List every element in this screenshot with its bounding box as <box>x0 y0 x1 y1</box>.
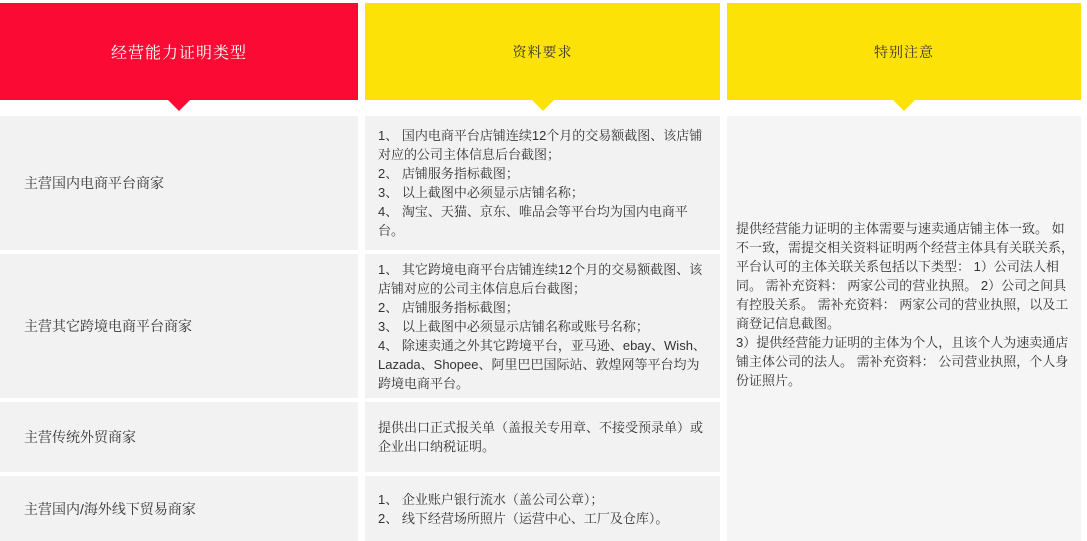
requirements-cell-crossborder <box>365 254 720 398</box>
arrow-down-icon <box>532 100 554 111</box>
header-requirements-label: 资料要求 <box>512 43 573 60</box>
merchant-type-cell-crossborder <box>0 254 358 398</box>
header-pointer-zone <box>365 100 720 112</box>
header-pointer-zone <box>0 100 358 112</box>
special-note-cell <box>727 116 1081 541</box>
special-note-paragraph: 提供经营能力证明的主体需要与速卖通店铺主体一致。 如不一致，需提交相关资料证明两个经营主体具有关联关系，平台认可的主体关联关系包括以下类型： 1）公司法人相同。 需补充资料： 两家公司的营业执照。 2）公司之间具有控股关系。 需补充资料： 两家公司的营业执照，以及工商登记信息截图。 <box>736 221 1075 331</box>
merchant-type-cell-offline-trade <box>0 476 358 541</box>
header-requirements <box>365 3 720 100</box>
column-merchant-type <box>0 3 358 541</box>
requirement-item: 1、 企业账户银行流水（盖公司公章）； <box>378 491 604 507</box>
merchant-type-label: 主营其它跨境电商平台商家 <box>24 318 192 334</box>
header-merchant-type-label: 经营能力证明类型 <box>110 45 247 62</box>
merchant-type-label: 主营国内/海外线下贸易商家 <box>24 500 196 517</box>
requirement-item: 4、 淘宝、天猫、京东、唯品会等平台均为国内电商平台。 <box>378 204 688 238</box>
requirement-item: 3、 以上截图中必须显示店铺名称； <box>378 185 584 200</box>
arrow-down-icon <box>893 100 915 111</box>
requirements-cell-domestic <box>365 116 720 250</box>
requirement-item: 提供出口正式报关单（盖报关专用章、不接受预录单）或企业出口纳税证明。 <box>378 420 704 454</box>
header-merchant-type <box>0 3 358 100</box>
header-pointer-zone <box>727 100 1081 112</box>
column-requirements <box>365 3 720 541</box>
special-note-paragraph: 3）提供经营能力证明的主体为个人，且该个人为速卖通店铺主体公司的法人。 需补充资料： 公司营业执照，个人身份证照片。 <box>736 335 1069 388</box>
requirement-item: 2、 店铺服务指标截图； <box>378 299 519 315</box>
requirement-item: 2、 店铺服务指标截图； <box>378 166 519 181</box>
requirements-cell-offline-trade <box>365 476 720 541</box>
merchant-type-label: 主营传统外贸商家 <box>24 429 136 445</box>
merchant-type-cell-domestic <box>0 116 358 250</box>
merchant-type-cell-traditional-trade <box>0 402 358 472</box>
arrow-down-icon <box>168 100 190 111</box>
requirement-item: 1、 其它跨境电商平台店铺连续12个月的交易额截图、该店铺对应的公司主体信息后台截图； <box>378 261 703 296</box>
requirement-item: 3、 以上截图中必须显示店铺名称或账号名称； <box>378 318 649 334</box>
requirement-item: 4、 除速卖通之外其它跨境平台，亚马逊、ebay、Wish、Lazada、Shopee、阿里巴巴国际站、敦煌网等平台均为跨境电商平台。 <box>378 337 706 391</box>
header-special-note-label: 特别注意 <box>874 43 934 60</box>
merchant-type-label: 主营国内电商平台商家 <box>24 175 164 191</box>
header-special-note <box>727 3 1081 100</box>
requirements-cell-traditional-trade <box>365 402 720 472</box>
column-special-note <box>727 3 1081 541</box>
requirement-item: 1、 国内电商平台店铺连续12个月的交易额截图、该店铺对应的公司主体信息后台截图； <box>378 128 703 162</box>
requirement-item: 2、 线下经营场所照片（运营中心、工厂及仓库）。 <box>378 510 669 526</box>
